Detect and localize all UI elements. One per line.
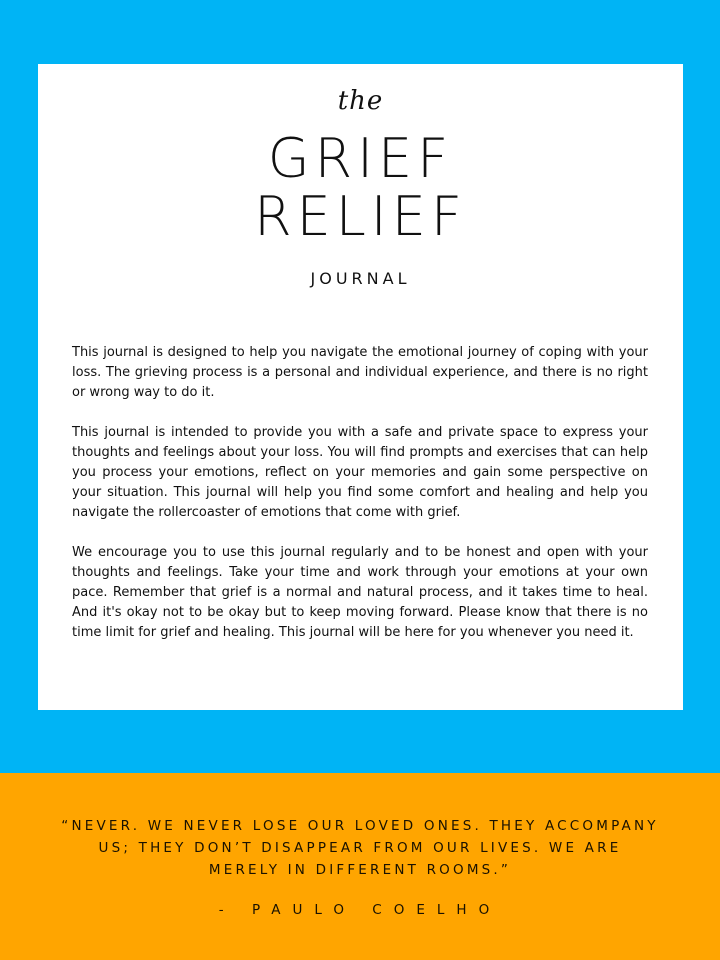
intro-paragraph-3: We encourage you to use this journal regularly and to be honest and open with your thoughts and feelings. Take your time and work through your emotions at your own pace. Remember that grief is a normal and natural process, and it takes time to heal. And it's okay not to be okay but to keep moving forward. Please know that there is no time limit for grief and healing. This journal will be here for you whenever you need it. [72, 545, 648, 640]
intro-text [72, 343, 648, 643]
quote-text: “NEVER. WE NEVER LOSE OUR LOVED ONES. THEY ACCOMPANY US; THEY DON’T DISAPPEAR FROM OUR LIVES. WE ARE MERELY IN DIFFERENT ROOMS.” [61, 818, 659, 878]
title-grief: GRIEF [267, 127, 454, 190]
intro-paragraph-1: This journal is designed to help you navigate the emotional journey of coping with your loss. The grieving process is a personal and individual experience, and there is no right or wrong way to do it. [72, 345, 648, 400]
title-relief: RELIEF [254, 185, 467, 248]
title-the: the [337, 86, 384, 116]
subtitle-journal: JOURNAL [310, 269, 411, 288]
quote-author: - PAULO COELHO [218, 902, 502, 918]
quote-band [0, 773, 720, 960]
intro-card [38, 64, 683, 710]
intro-paragraph-2: This journal is intended to provide you with a safe and private space to express your thoughts and feelings about your loss. You will find prompts and exercises that can help you process your emotions, reflect on your memories and gain some perspective on your situation. This journal will help you find some comfort and healing and help you navigate the rollercoaster of emotions that come with grief. [72, 425, 648, 520]
